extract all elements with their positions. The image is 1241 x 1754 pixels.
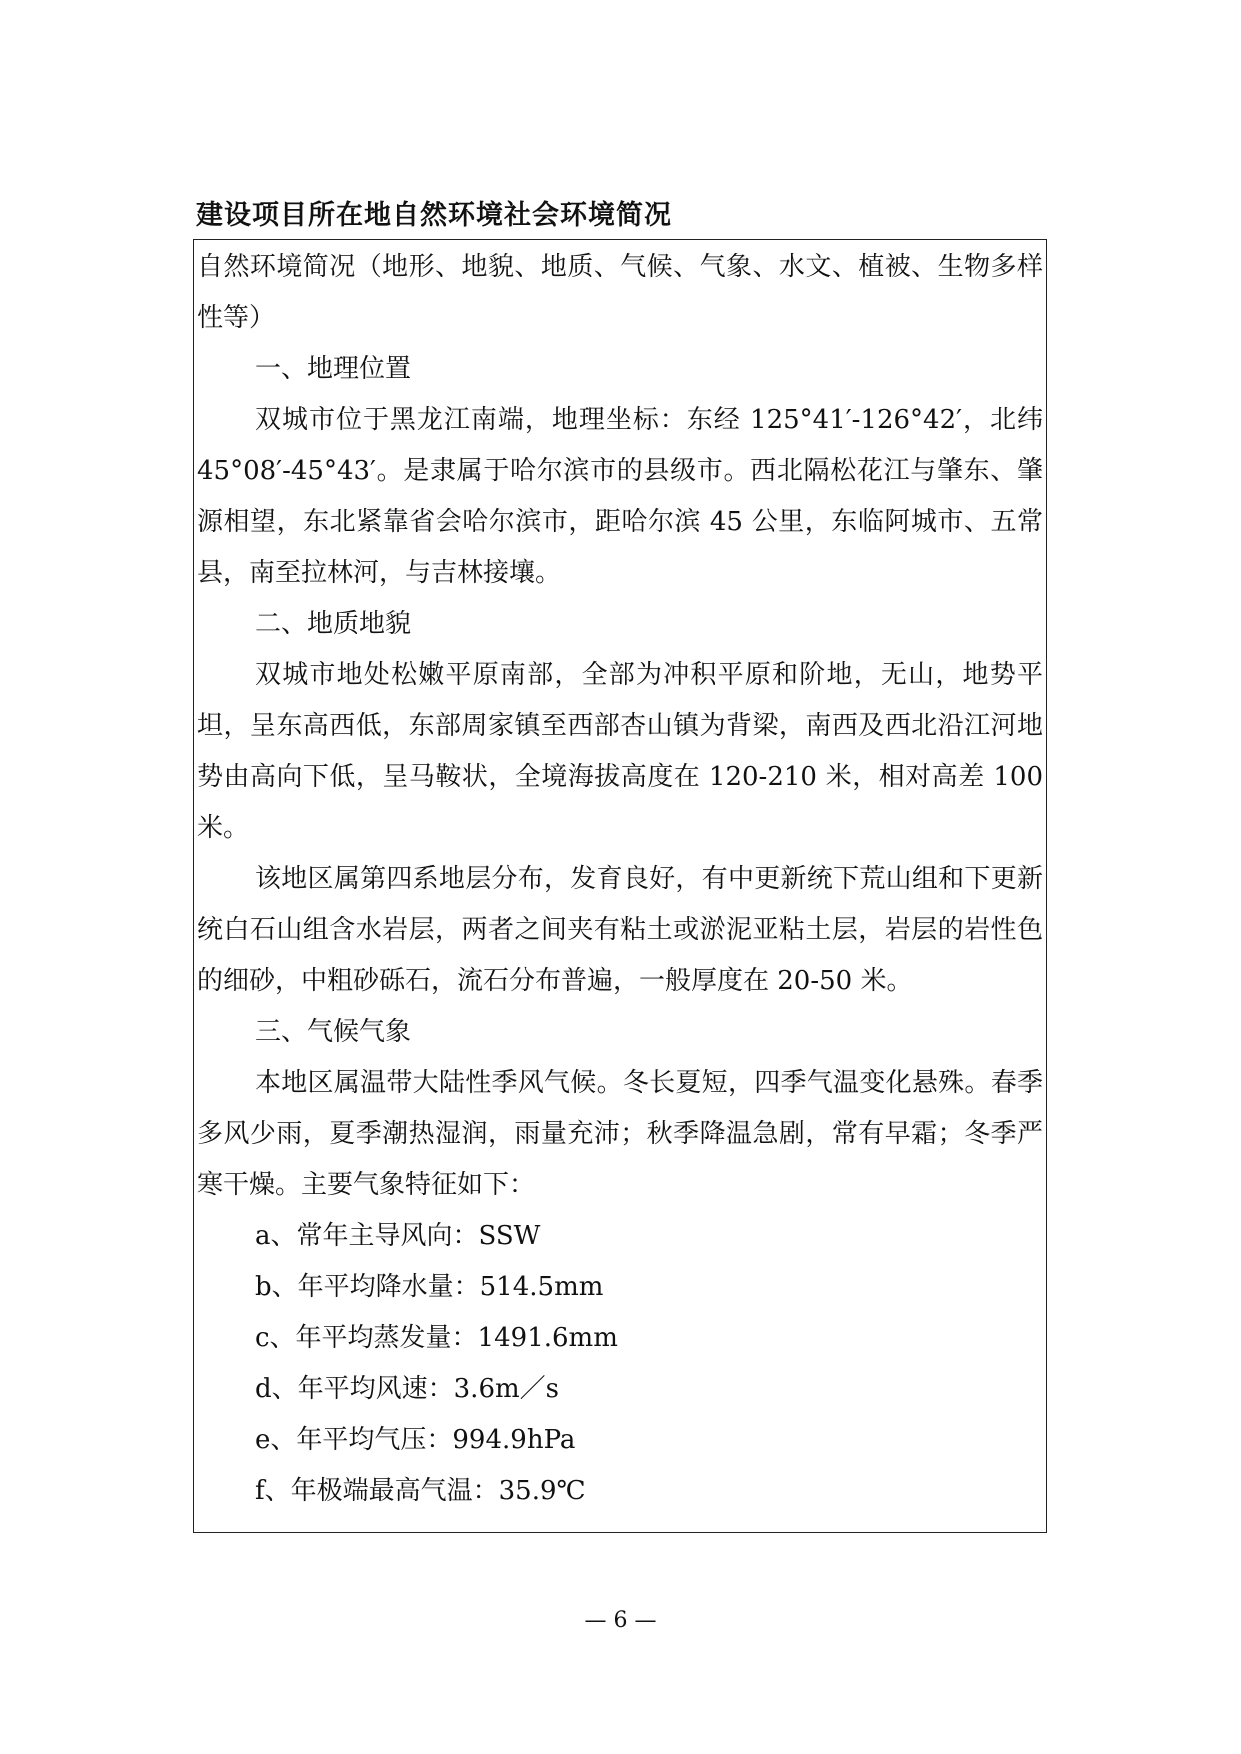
climate-item-wind-speed: d、年平均风速：3.6m／s <box>255 1374 559 1404</box>
paragraph-climate: 本地区属温带大陆性季风气候。冬长夏短，四季气温变化悬殊。春季多风少雨，夏季潮热湿润，雨量充沛；秋季降温急剧，常有早霜；冬季严寒干燥。主要气象特征如下： <box>197 1068 1043 1200</box>
paragraph-geology: 该地区属第四系地层分布，发育良好，有中更新统下荒山组和下更新统白石山组含水岩层，两者之间夹有粘土或淤泥亚粘土层，岩层的岩性色的细砂，中粗砂砾石，流石分布普遍，一般厚度在 20-50 米。 <box>197 864 1043 996</box>
paragraph-landform: 双城市地处松嫩平原南部，全部为冲积平原和阶地，无山，地势平坦，呈东高西低，东部周家镇至西部杏山镇为背梁，南西及西北沿江河地势由高向下低，呈马鞍状，全境海拔高度在 120-210 米，相对高差 100 米。 <box>197 660 1043 843</box>
heading-geographic-location: 一、地理位置 <box>255 354 412 384</box>
content-box <box>197 242 1043 1517</box>
climate-item-evaporation: c、年平均蒸发量：1491.6mm <box>255 1323 618 1353</box>
paragraph-geographic-location: 双城市位于黑龙江南端，地理坐标：东经 125°41′-126°42′，北纬 45°08′-45°43′。是隶属于哈尔滨市的县级市。西北隔松花江与肇东、肇源相望，东北紧靠省会哈尔滨市，距哈尔滨 45 公里，东临阿城市、五常县，南至拉林河，与吉林接壤。 <box>197 405 1043 588</box>
heading-geology-landform: 二、地质地貌 <box>255 609 412 639</box>
heading-climate-weather: 三、气候气象 <box>255 1017 412 1047</box>
page-number: — 6 — <box>584 1608 657 1633</box>
climate-item-precipitation: b、年平均降水量：514.5mm <box>255 1272 604 1302</box>
climate-item-air-pressure: e、年平均气压：994.9hPa <box>255 1425 576 1455</box>
intro-text: 自然环境简况（地形、地貌、地质、气候、气象、水文、植被、生物多样性等） <box>197 252 1043 333</box>
climate-item-wind-direction: a、常年主导风向：SSW <box>255 1221 541 1251</box>
section-title: 建设项目所在地自然环境社会环境简况 <box>196 200 672 231</box>
climate-item-max-temperature: f、年极端最高气温：35.9℃ <box>255 1476 586 1506</box>
